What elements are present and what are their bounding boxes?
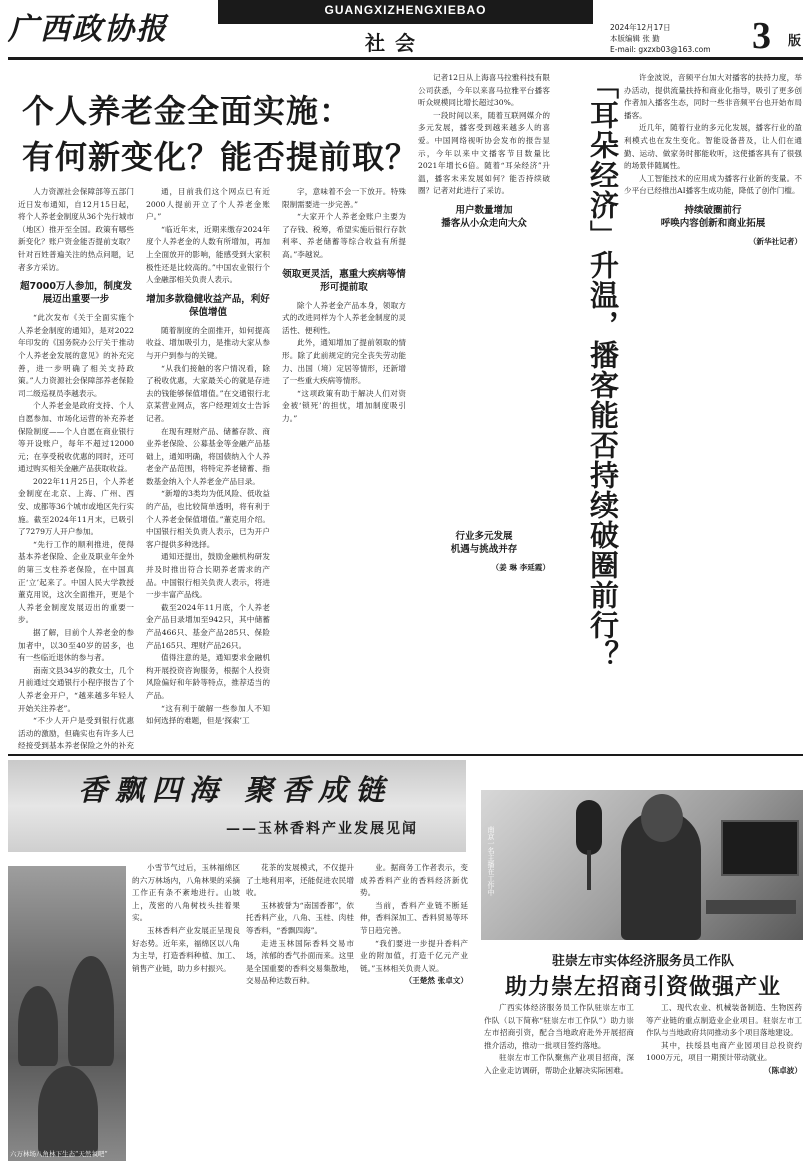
editor-email: E-mail: gxzxb03@163.com <box>610 45 711 54</box>
pension-paragraph: 字，意味着不会一下放开。特殊限制需要进一步完善。” <box>282 187 406 209</box>
fragrance-subtitle: ——玉林香料产业发展见闻 <box>226 821 418 837</box>
pension-paragraph: “这有利于破解一些参加人不知如何选择的难题，但是‘探索’工 <box>146 703 270 726</box>
ear-economy-column-2 <box>624 72 802 750</box>
pension-paragraph: “这项政策有助于解决人们对资金被‘锁死’的担忧，增加制度吸引力。” <box>282 388 406 423</box>
pension-paragraph: 通知还提出，鼓励金融机构研发并及时推出符合长期养老需求的产品。中国银行相关负责人表示，将进一步丰富产品线。 <box>146 552 270 600</box>
ear-economy-subhead-3: 持续破圈前行 呼唤内容创新和商业拓展 <box>660 204 766 229</box>
ear-economy-column-1 <box>418 72 550 750</box>
forest-photo <box>8 866 126 1161</box>
pension-paragraph: 值得注意的是，通知要求金融机构开展投资咨询服务，根据个人投资风险偏好和年龄等特点，推荐适当的产品。 <box>146 653 270 700</box>
fragrance-paragraph: 业。据商务工作者表示，变成养香料产业的香料经济新优势。 <box>360 863 468 898</box>
pension-paragraph: “新增的3类均为低风险、低收益的产品，也比较简单透明，将有利于个人养老金保值增值。”董克用介绍。中国银行相关负责人表示，已为开户客户提供多种选择。 <box>146 489 270 549</box>
mid-page-divider <box>8 754 803 756</box>
page-ban-label: 版 <box>788 34 802 49</box>
fragrance-column-3 <box>360 862 468 1162</box>
pension-paragraph: 南南文县34岁的教女士，几个月前通过交通银行小程序报告了个人养老金开户，“越来越多年轻人开始关注养老”。 <box>18 665 134 713</box>
pension-column-1 <box>18 186 134 750</box>
pension-paragraph: “大家开个人养老金账户主要为了存钱、税筹，希望实施后银行存款利率、养老储蓄等综合收益有所提高。”李越说。 <box>282 212 406 259</box>
pension-headline-line1: 个人养老金全面实施： <box>22 92 353 130</box>
pension-intro: 人力资源社会保障部等五部门近日发布通知，自12月15日起，将个人养老金制度从36个先行城市（地区）推开至全国。政策有哪些新变化？账户资金能否提前支取？针对百姓普遍关注的热点问题，记者多方采访。 <box>18 187 134 272</box>
chongzuo-paragraph: 广西实体经济服务员工作队驻崇左市工作队（以下简称“驻崇左市工作队”）助力崇左市招商引资，配合当地政府赴外开展招商推介活动，推动一批项目签约落地。 <box>484 1003 634 1050</box>
ear-economy-vertical-headline: 「耳朵经济」升温，播客能否持续破圈前行？ <box>586 70 620 670</box>
fragrance-paragraph: 走进玉林国际香料交易市场，浓郁的香气扑面而来。这里是全国重要的香料交易集散地，交易品种达数百种。 <box>246 938 354 986</box>
tree-shape <box>38 1066 98 1156</box>
section-name: 社会 <box>365 31 425 55</box>
fragrance-paragraph: “我们要进一步提升香料产业的附加值，打造千亿元产业链。”玉林相关负责人说。 <box>360 938 468 973</box>
page-number: 3 <box>752 15 771 57</box>
pension-subhead-2: 增加多款稳健收益产品，利好保值增值 <box>146 293 270 318</box>
chongzuo-paragraph: 驻崇左市工作队聚焦产业项目招商，深入企业走访调研，帮助企业解决实际困难。 <box>484 1053 634 1075</box>
microphone-shape <box>576 800 602 855</box>
fragrance-paragraph: 玉林被誉为“南国香都”，依托香料产业，八角、玉桂、肉桂等香料，“香飘四海”。 <box>246 900 354 935</box>
studio-photo-caption: 南京一名主播在工作中 <box>487 826 495 896</box>
podcast-studio-photo <box>481 790 803 940</box>
pension-paragraph: 通，目前我们这个网点已有近2000人提前开立了个人养老金账户。” <box>146 187 270 222</box>
forest-photo-caption: 六万林场八角林下生态“天然氧吧” <box>10 1150 108 1158</box>
monitor-shape <box>721 820 799 876</box>
chongzuo-paragraph: 工、现代农业、机械装备制造、生物医药等产业链的重点制造业企业项目。驻崇左市工作队与当地政府共同推动多个项目落地建设。 <box>646 1003 802 1038</box>
chongzuo-paragraph: 其中，扶绥县电商产业园项目总投资约1000万元，项目一期预计带动就业。 <box>646 1040 802 1063</box>
chongzuo-column-2 <box>646 1002 802 1164</box>
keyboard-shape <box>706 900 796 914</box>
tree-shape <box>68 956 114 1066</box>
fragrance-headline: 香飘四海 聚香成链 <box>78 773 393 807</box>
newspaper-logo: 广西政协报 <box>8 12 168 47</box>
pension-column-3 <box>282 186 406 750</box>
masthead <box>0 0 811 58</box>
ear-economy-byline: （姜 琳 李延霞） <box>491 562 550 572</box>
pension-paragraph: “先行工作的顺利推进，使得基本养老保险、企业及职业年金外的第三支柱养老保险，在中国真正‘立’起来了。中国人民大学教授董克用说，这次全面推开，更是个人养老金制度发展迈出的重要一步。 <box>18 539 134 625</box>
fragrance-paragraph: 玉林香料产业发展正呈现良好态势。近年来，福绵区以八角为主导，打造香料种植、加工、销售产业链，助力乡村振兴。 <box>132 925 240 973</box>
pension-paragraph: 此外，通知增加了提前领取的情形。除了此前规定的完全丧失劳动能力、出国（境）定居等情形，还新增了一些重大疾病等情形。 <box>282 338 406 386</box>
chongzuo-headline: 助力崇左招商引资做强产业 <box>504 975 781 1000</box>
pension-paragraph: 在现有理财产品、储蓄存款、商业养老保险、公募基金等金融产品基础上，通知明确，将国债纳入个人养老金产品范围，将特定养老储蓄、指数基金纳入个人养老金产品目录。 <box>146 426 270 486</box>
fragrance-banner <box>8 760 466 852</box>
issue-date: 2024年12月17日 <box>610 23 671 32</box>
pension-subhead-3: 领取更灵活，惠重大疾病等情形可提前取 <box>282 268 406 293</box>
pension-headline-line2: 有何新变化？能否提前取？ <box>22 138 419 176</box>
pension-column-2 <box>146 186 270 750</box>
chongzuo-byline: （陈卓波） <box>764 1065 802 1075</box>
fragrance-byline: （王楚然 张卓文） <box>404 976 468 986</box>
pension-paragraph: “从我们接触的客户情况看，除了税收优惠，大家最关心的就是存进去的钱能够保值增值。”在交通银行北京某营业网点，客户经理刘女士告诉记者。 <box>146 363 270 423</box>
pension-paragraph: “此次发布《关于全面实施个人养老金制度的通知》，是对2022年印发的《国务院办公厅关于推动个人养老金发展的意见》的补充完善，进一步明确了相关支持政策。”人力资源社会保障部养老保险司二级巡视员李越表示。 <box>18 313 134 398</box>
newspaper-pinyin: GUANGXIZHENGXIEBAO <box>324 3 487 17</box>
chongzuo-kicker: 驻崇左市实体经济服务员工作队 <box>551 954 734 969</box>
pension-paragraph: “临近年末，近期来缴存2024年度个人养老金的人数有所增加，再加上全面放开的影响，能感受到大家积极性还是比较高的。”中国农业银行个人金融部相关负责人表示。 <box>146 224 270 285</box>
masthead-rule <box>8 57 803 60</box>
ear-economy-subhead-2: 行业多元发展 机遇与挑战并存 <box>450 530 518 555</box>
editor-name: 本版编辑 张 勤 <box>610 34 660 43</box>
microphone-arm-shape <box>587 850 591 890</box>
pension-subhead-1: 超7000万人参加，制度发展迈出重要一步 <box>20 281 132 306</box>
fragrance-paragraph: 小雪节气过后，玉林福绵区的六万林场内，八角林果的采摘工作正有条不紊地进行。山坡上，茂密的八角树枝头挂着果实。 <box>132 863 240 923</box>
pension-paragraph: 截至2024年11月底，个人养老金产品目录增加至942只，其中储蓄产品466只、基金产品285只、保险产品165只、理财产品26只。 <box>146 602 270 650</box>
pension-paragraph: 据了解，目前个人养老金的参加者中，以30至40岁的居多，也有一些临近退休的参与者。 <box>18 628 134 663</box>
ear-economy-paragraph: 近几年，随着行业的多元化发展，播客行业的盈利模式也在发生变化。智能设备普及，让人们在通勤、运动、做家务时都能收听，这使播客具有了很强的场景伴随属性。 <box>624 123 802 171</box>
tree-shape <box>18 986 58 1066</box>
chongzuo-column-1 <box>484 1002 634 1164</box>
pension-paragraph: 个人养老金是政府支持、个人自愿参加、市场化运营的补充养老保险制度——个人自愿在商业银行等开设账户，每年不超过12000元；在享受税收优惠的同时，还可通过购买相关金融产品获取收益。 <box>18 401 134 474</box>
pension-paragraph: 2022年11月25日，个人养老金制度在北京、上海、广州、西安、成都等36个城市或地区先行实施。截至2024年11月末，已吸引了7279万人开户参加。 <box>18 476 134 537</box>
date-info <box>610 22 711 55</box>
host-head-silhouette <box>641 794 683 842</box>
pension-paragraph: “不少人开户是受到银行优惠活动的激励，但确实也有许多人已经接受到基本养老保险之外的补充 <box>18 716 134 750</box>
fragrance-paragraph: 当前，香料产业链不断延伸，香料深加工、香料贸易等环节日趋完善。 <box>360 900 468 935</box>
ear-economy-paragraph: 一段时间以来，随着互联网媒介的多元发展，播客受到越来越多人的喜爱。中国网络视听协会发布的报告显示，今年以来中文播客节目数量比2021年增长6倍。随着“耳朵经济”升温，播客未来发展如何？能否持续破圈？记者对此进行了采访。 <box>418 110 550 196</box>
pension-paragraph: 随着制度的全面推开，如何提高收益、增加吸引力，是推动大家从参与开户到参与的关键。 <box>146 325 270 360</box>
fragrance-column-2 <box>246 862 354 1162</box>
fragrance-paragraph: 花茶的发展模式，不仅提升了土地利用率，还能促进农民增收。 <box>246 863 354 898</box>
pension-paragraph: 除个人养老金产品本身，领取方式的改进同样为个人养老金制度的灵活性、便利性。 <box>282 300 406 335</box>
ear-economy-paragraph: 记者12日从上海喜马拉雅科技有限公司获悉，今年以来喜马拉雅平台播客听众规模同比增长超过30%。 <box>418 73 550 108</box>
ear-economy-paragraph: 人工智能技术的应用成为播客行业新的变量。不少平台已经推出AI播客生成功能，降低了创作门槛。 <box>624 173 802 196</box>
ear-economy-paragraph: 许金波说，音频平台加大对播客的扶持力度，举办活动，提供流量扶持和商业化指导，吸引了更多创作者加入播客生态，同时一些非音频平台也开始布局播客。 <box>624 73 802 120</box>
ear-economy-subhead-1: 用户数量增加 播客从小众走向大众 <box>441 204 527 229</box>
ear-economy-closing-credit: （新华社记者） <box>748 236 802 246</box>
fragrance-column-1 <box>132 862 240 1162</box>
